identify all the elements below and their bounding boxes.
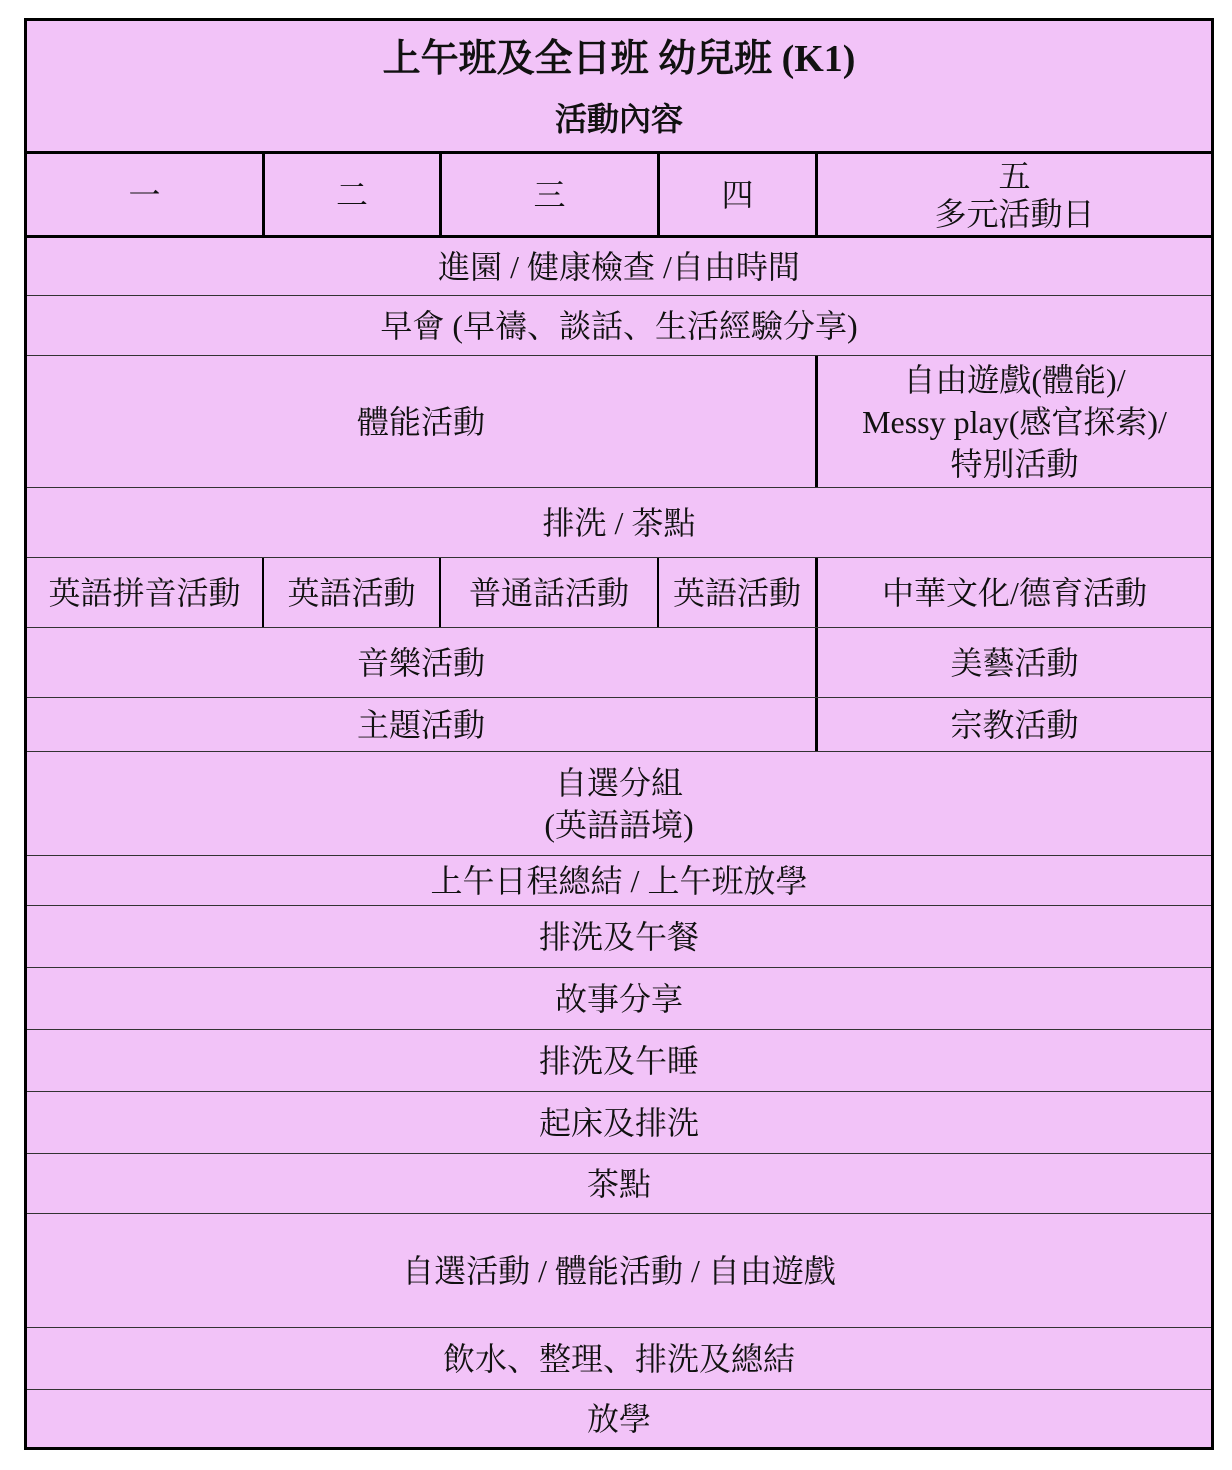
tuesday-language-activity: 英語活動 bbox=[262, 558, 439, 627]
friday-play-line-1: 自由遊戲(體能)/ bbox=[903, 361, 1126, 398]
monday-language-activity: 英語拼音活動 bbox=[48, 574, 241, 611]
wrap-up-activity: 飲水、整理、排洗及總結 bbox=[442, 1340, 795, 1377]
day-wednesday: 三 bbox=[439, 154, 657, 235]
day-friday-label: 五 bbox=[998, 157, 1031, 194]
am-summary-activity: 上午日程總結 / 上午班放學 bbox=[430, 862, 808, 899]
group-activity-line-1: 自選分組 bbox=[554, 764, 683, 801]
physical-activity: 體能活動 bbox=[356, 403, 485, 440]
schedule-row bbox=[27, 967, 1211, 1029]
friday-religion-activity: 宗教活動 bbox=[815, 698, 1211, 751]
schedule-row bbox=[27, 855, 1211, 905]
schedule-row bbox=[27, 1091, 1211, 1153]
theme-activity: 主題活動 bbox=[356, 706, 485, 743]
schedule-row bbox=[27, 487, 1211, 557]
friday-play-line-3: 特別活動 bbox=[950, 445, 1079, 482]
friday-play-activity bbox=[815, 356, 1211, 487]
schedule-row bbox=[27, 1213, 1211, 1327]
group-activity-line-2: (英語語境) bbox=[544, 806, 694, 843]
schedule-row bbox=[27, 697, 1211, 751]
schedule-row bbox=[27, 557, 1211, 627]
schedule-row bbox=[27, 355, 1211, 487]
wake-activity: 起床及排洗 bbox=[538, 1104, 699, 1141]
lunch-activity: 排洗及午餐 bbox=[538, 918, 699, 955]
day-tuesday: 二 bbox=[262, 154, 439, 235]
day-friday bbox=[815, 154, 1211, 235]
day-thursday: 四 bbox=[657, 154, 815, 235]
day-monday: 一 bbox=[128, 176, 161, 213]
page-subtitle: 活動內容 bbox=[554, 101, 683, 137]
schedule-row bbox=[27, 627, 1211, 697]
schedule-row bbox=[27, 1029, 1211, 1091]
header-row bbox=[27, 21, 1211, 151]
group-activity bbox=[27, 752, 1211, 855]
pm-activities: 自選活動 / 體能活動 / 自由遊戲 bbox=[402, 1252, 836, 1289]
friday-culture-activity: 中華文化/德育活動 bbox=[815, 558, 1211, 627]
arrival-activity: 進園 / 健康檢查 /自由時間 bbox=[438, 248, 800, 285]
snack-wash-activity: 排洗 / 茶點 bbox=[542, 504, 696, 541]
thursday-language-activity: 英語活動 bbox=[657, 558, 815, 627]
story-activity: 故事分享 bbox=[554, 980, 683, 1017]
weekday-row bbox=[27, 151, 1211, 235]
nap-activity: 排洗及午睡 bbox=[538, 1042, 699, 1079]
page-title: 上午班及全日班 幼兒班 (K1) bbox=[382, 38, 856, 80]
schedule-row bbox=[27, 751, 1211, 855]
schedule-row bbox=[27, 1389, 1211, 1447]
dismissal-activity: 放學 bbox=[586, 1400, 651, 1437]
schedule-row bbox=[27, 1153, 1211, 1213]
morning-assembly-activity: 早會 (早禱、談話、生活經驗分享) bbox=[380, 307, 858, 344]
schedule-row bbox=[27, 1327, 1211, 1389]
music-activity: 音樂活動 bbox=[356, 644, 485, 681]
friday-play-line-2: Messy play(感官探索)/ bbox=[862, 403, 1167, 440]
wednesday-language-activity: 普通話活動 bbox=[439, 558, 657, 627]
friday-art-activity: 美藝活動 bbox=[815, 628, 1211, 697]
schedule-row bbox=[27, 235, 1211, 295]
schedule-row bbox=[27, 905, 1211, 967]
day-friday-note: 多元活動日 bbox=[934, 195, 1095, 232]
schedule-table bbox=[24, 18, 1214, 1450]
schedule-row bbox=[27, 295, 1211, 355]
pm-snack-activity: 茶點 bbox=[586, 1165, 651, 1202]
